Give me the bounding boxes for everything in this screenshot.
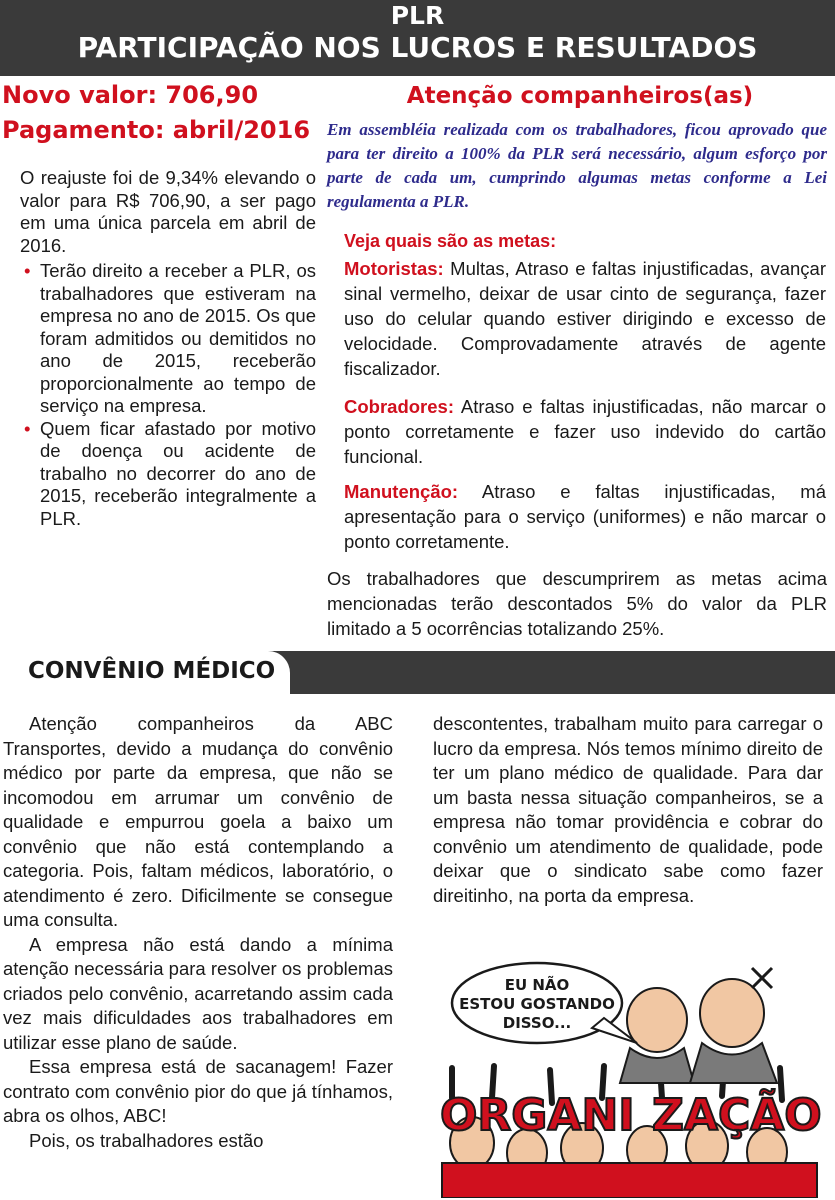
metas-heading: Veja quais são as metas: bbox=[344, 231, 557, 251]
speech-line-2: ESTOU GOSTANDO bbox=[459, 995, 615, 1013]
header-title-full: PARTICIPAÇÃO NOS LUCROS E RESULTADOS bbox=[77, 31, 758, 64]
convenio-paragraph-5: descontentes, trabalham muito para carregar o lucro da empresa. Nós temos mínimo direito de ter um plano médico de qualidade. Para dar um basta nessa situação companheiros, se a empresa não tomar providência e cobrar do convênio um atendimento de qualidade, pode deixar que o sindicato sabe como fazer direitinho, na porta da empresa. bbox=[433, 713, 823, 906]
convenio-title: CONVÊNIO MÉDICO bbox=[28, 658, 276, 684]
cobradores-text: Atraso e faltas injustificadas, não marcar o ponto corretamente e fazer uso indevido do cartão funcional. bbox=[344, 396, 826, 467]
bullet-item-eligibility bbox=[20, 260, 316, 418]
penalty-paragraph: Os trabalhadores que descumprirem as metas acima mencionadas terão descontados 5% do valor da PLR limitado a 5 ocorrências totalizando 25%. bbox=[327, 568, 827, 639]
header-title-plr: PLR bbox=[390, 1, 445, 30]
motoristas-block bbox=[344, 256, 826, 381]
convenio-paragraph-4: Pois, os trabalhadores estão bbox=[29, 1129, 264, 1151]
novo-valor-headline: Novo valor: 706,90 bbox=[2, 81, 259, 109]
assembly-paragraph: Em assembléia realizada com os trabalhadores, ficou aprovado que para ter direito a 100% da PLR será necessário, algum esforço por parte de cada um, cumprindo algumas metas conforme a Lei regulamenta a PLR. bbox=[327, 120, 827, 211]
convenio-title-tab bbox=[0, 651, 290, 694]
convenio-left-column bbox=[3, 712, 393, 1153]
bullet-text-leave: Quem ficar afastado por motivo de doença ou acidente de trabalho no decorrer do ano de 2015, receberão integralmente a PLR. bbox=[40, 417, 316, 529]
convenio-paragraph-3: Essa empresa está de sacanagem! Fazer contrato com convênio pior do que já tínhamos, abra os olhos, ABC! bbox=[3, 1056, 393, 1126]
motoristas-label: Motoristas: bbox=[344, 258, 444, 279]
convenio-paragraph-2: A empresa não está dando a mínima atenção necessária para resolver os problemas criados pelo convênio, acarretando assim cada vez mais dificuldades aos trabalhadores em utilizar esse plano de saúde. bbox=[3, 933, 393, 1053]
bullet-marker: • bbox=[24, 260, 31, 281]
organi-word: ORGANI bbox=[440, 1090, 635, 1141]
organizacao-cartoon bbox=[432, 958, 828, 1198]
convenio-section-bar bbox=[0, 651, 835, 694]
speech-line-1: EU NÃO bbox=[504, 976, 570, 994]
plr-left-text bbox=[20, 167, 316, 530]
zacao-word: ZAÇÃO bbox=[652, 1090, 822, 1141]
manutencao-label: Manutenção: bbox=[344, 481, 459, 502]
bullet-item-leave bbox=[20, 418, 316, 531]
cobradores-label: Cobradores: bbox=[344, 396, 454, 417]
pagamento-headline: Pagamento: abril/2016 bbox=[2, 116, 311, 144]
bullet-marker: • bbox=[24, 417, 31, 439]
convenio-right-column bbox=[433, 712, 823, 908]
speech-line-3: DISSO... bbox=[502, 1014, 572, 1032]
cobradores-block bbox=[344, 394, 826, 469]
header-banner bbox=[0, 0, 835, 76]
manutencao-block bbox=[344, 479, 826, 554]
manutencao-text: Atraso e faltas injustificadas, má apresentação para o serviço (uniformes) e não marcar o ponto corretamente. bbox=[344, 481, 826, 552]
plr-intro-paragraph: O reajuste foi de 9,34% elevando o valor para R$ 706,90, a ser pago em uma única parcela em abril de 2016. bbox=[20, 167, 316, 256]
attention-title: Atenção companheiros(as) bbox=[406, 83, 754, 109]
convenio-paragraph-1: Atenção companheiros da ABC Transportes, devido a mudança do convênio médico por parte da empresa, que não se incomodou em arrumar um convênio de qualidade e empurrou goela a baixo um convênio que não está contemplando a categoria. Pois, faltam médicos, laboratório, o atendimento é zero. Dificilmente se consegue uma consulta. bbox=[3, 713, 393, 930]
motoristas-text: Multas, Atraso e faltas injustificadas, avançar sinal vermelho, deixar de usar cinto de segurança, fazer uso do celular quando estiver dirigindo e excesso de velocidade. Comprovadamente através de agente fiscalizador. bbox=[344, 258, 826, 379]
bullet-text-eligibility: Terão direito a receber a PLR, os trabalhadores que estiveram na empresa no ano de 2015. Os que foram admitidos ou demitidos no ano de 2015, receberão proporcionalmente ao tempo de serviço na empresa. bbox=[40, 260, 316, 416]
